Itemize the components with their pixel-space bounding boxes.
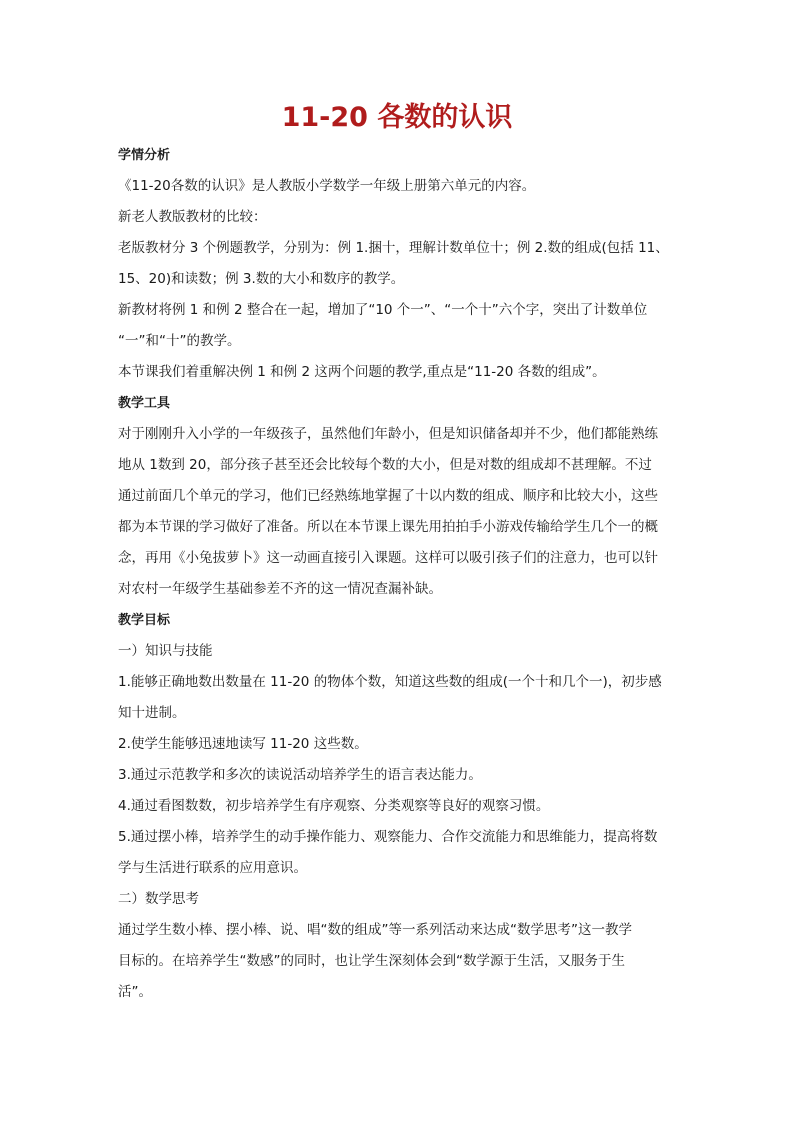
- paragraph-line: 对农村一年级学生基础参差不齐的这一情况查漏补缺。: [118, 581, 442, 597]
- section-heading: 教学目标: [118, 613, 171, 628]
- paragraph-line: 4.通过看图数数，初步培养学生有序观察、分类观察等良好的观察习惯。: [118, 798, 550, 814]
- paragraph-line: 本节课我们着重解决例 1 和例 2 这两个问题的教学,重点是“11-20 各数的组成”。: [118, 364, 606, 380]
- paragraph-line: 5.通过摆小棒，培养学生的动手操作能力、观察能力、合作交流能力和思维能力，提高将数: [118, 829, 658, 845]
- paragraph-line: 二）数学思考: [118, 891, 199, 907]
- paragraph-line: 《11-20各数的认识》是人教版小学数学一年级上册第六单元的内容。: [118, 178, 536, 194]
- paragraph-line: 地从 1数到 20，部分孩子甚至还会比较每个数的大小，但是对数的组成却不甚理解。不过: [118, 457, 652, 473]
- paragraph-line: 15、20)和读数；例 3.数的大小和数序的教学。: [118, 271, 405, 287]
- paragraph-line: 活”。: [118, 984, 152, 1000]
- paragraph-line: 对于刚刚升入小学的一年级孩子，虽然他们年龄小，但是知识储备却并不少，他们都能熟练: [118, 426, 658, 442]
- paragraph-line: 通过学生数小棒、摆小棒、说、唱“数的组成”等一系列活动来达成“数学思考”这一教学: [118, 922, 632, 938]
- paragraph-line: 3.通过示范教学和多次的读说活动培养学生的语言表达能力。: [118, 767, 482, 783]
- paragraph-line: 通过前面几个单元的学习，他们已经熟练地掌握了十以内数的组成、顺序和比较大小，这些: [118, 488, 658, 504]
- paragraph-line: 目标的。在培养学生“数感”的同时，也让学生深刻体会到“数学源于生活，又服务于生: [118, 953, 625, 969]
- paragraph-line: 新教材将例 1 和例 2 整合在一起，增加了“10 个一”、“一个十”六个字，突出了计数单位: [118, 302, 648, 318]
- paragraph-line: 新老人教版教材的比较：: [118, 209, 267, 225]
- paragraph-line: 念，再用《小兔拔萝卜》这一动画直接引入课题。这样可以吸引孩子们的注意力，也可以针: [118, 550, 658, 566]
- section-heading: 教学工具: [118, 396, 171, 411]
- paragraph-line: 一）知识与技能: [118, 643, 213, 659]
- paragraph-line: 2.使学生能够迅速地读写 11-20 这些数。: [118, 736, 368, 752]
- section-heading: 学情分析: [118, 148, 171, 163]
- document-body: [118, 140, 678, 1008]
- paragraph-line: 学与生活进行联系的应用意识。: [118, 860, 307, 876]
- paragraph-line: 知十进制。: [118, 705, 186, 721]
- page-title: 11-20 各数的认识: [281, 102, 513, 133]
- paragraph-line: 1.能够正确地数出数量在 11-20 的物体个数，知道这些数的组成(一个十和几个一)，初步感: [118, 674, 662, 690]
- paragraph-line: 都为本节课的学习做好了准备。所以在本节课上课先用拍拍手小游戏传输给学生几个一的概: [118, 519, 658, 535]
- paragraph-line: “一”和“十”的教学。: [118, 333, 241, 349]
- paragraph-line: 老版教材分 3 个例题教学，分别为：例 1.捆十，理解计数单位十；例 2.数的组成(包括 11、: [118, 240, 669, 256]
